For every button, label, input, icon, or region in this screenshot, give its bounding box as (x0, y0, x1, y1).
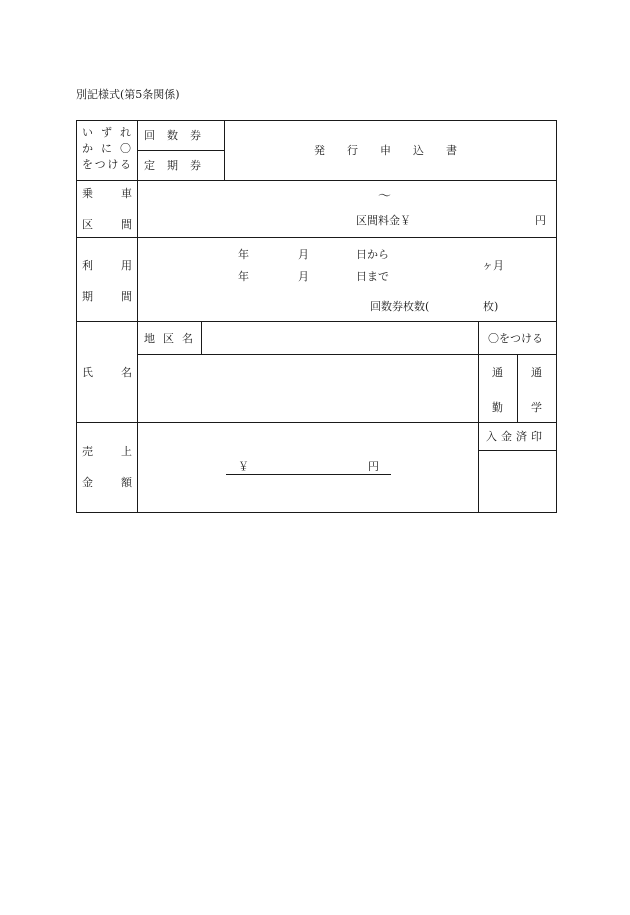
form-title: 発行申込書 (314, 144, 479, 157)
instruction-char: か (82, 142, 93, 155)
period-from-month: 月 (298, 248, 309, 261)
instruction-char: け (107, 158, 119, 171)
stamp-column-divider (478, 422, 479, 513)
period-to-year: 年 (238, 270, 249, 283)
instruction-line-3 (82, 159, 131, 170)
row-divider (76, 321, 557, 322)
instruction-char: れ (120, 126, 131, 139)
period-to-month: 月 (298, 270, 309, 283)
instruction-char: ず (101, 126, 112, 139)
period-from-day: 日から (356, 248, 389, 261)
row-divider (76, 422, 557, 423)
instruction-char: つ (94, 158, 106, 171)
mark-instruction: 〇をつける (488, 332, 543, 345)
row-divider (76, 180, 557, 181)
commute-split-divider (517, 354, 518, 423)
instruction-line-1 (82, 127, 131, 138)
district-label-divider (201, 321, 202, 355)
payment-stamp-label: 入金済印 (486, 430, 546, 443)
district-label: 地区名 (144, 332, 201, 345)
commute-column-divider (478, 321, 479, 423)
ticket-kaisuu-label: 回数券 (144, 129, 213, 142)
instruction-line-2 (82, 143, 131, 154)
district-row-divider (137, 354, 557, 355)
table-border-top (76, 120, 557, 121)
instruction-char: を (82, 158, 93, 171)
instruction-char: る (119, 158, 131, 171)
commute-work-top: 通 (492, 366, 503, 379)
period-from-year: 年 (238, 248, 249, 261)
instruction-char: 〇 (120, 142, 131, 155)
instruction-char: に (101, 142, 112, 155)
ticket-count-suffix: 枚) (483, 300, 499, 313)
fare-prefix: 区間料金￥ (356, 214, 411, 227)
instruction-char: い (82, 126, 93, 139)
commute-work-bottom: 勤 (492, 401, 503, 414)
table-border-bottom (76, 512, 557, 513)
name-label: 氏 名 (82, 366, 132, 379)
months-unit: ヶ月 (482, 259, 504, 272)
ticket-type-divider (137, 150, 224, 151)
commute-school-bottom: 学 (531, 401, 542, 414)
form-caption: 別記様式(第5条関係) (76, 88, 180, 101)
table-border-right (556, 120, 557, 513)
fare-unit: 円 (535, 214, 546, 227)
stamp-header-divider (478, 450, 557, 451)
period-to-day: 日まで (356, 270, 389, 283)
sales-label: 売 上 金 額 (82, 445, 132, 489)
table-border-left (76, 120, 77, 513)
ticket-teiki-label: 定期券 (144, 159, 213, 172)
ticket-type-right-divider (224, 120, 225, 181)
row-divider (76, 237, 557, 238)
sales-yen-symbol: ￥ (238, 460, 249, 473)
route-tilde: ～ (378, 189, 392, 204)
sales-amount-underline (226, 474, 391, 475)
label-column-divider (137, 120, 138, 513)
commute-school-top: 通 (531, 366, 542, 379)
route-label: 乗 車 区 間 (82, 187, 132, 231)
sales-yen-unit: 円 (368, 460, 379, 473)
period-label: 利 用 期 間 (82, 259, 132, 303)
ticket-count-prefix: 回数券枚数( (370, 300, 430, 313)
